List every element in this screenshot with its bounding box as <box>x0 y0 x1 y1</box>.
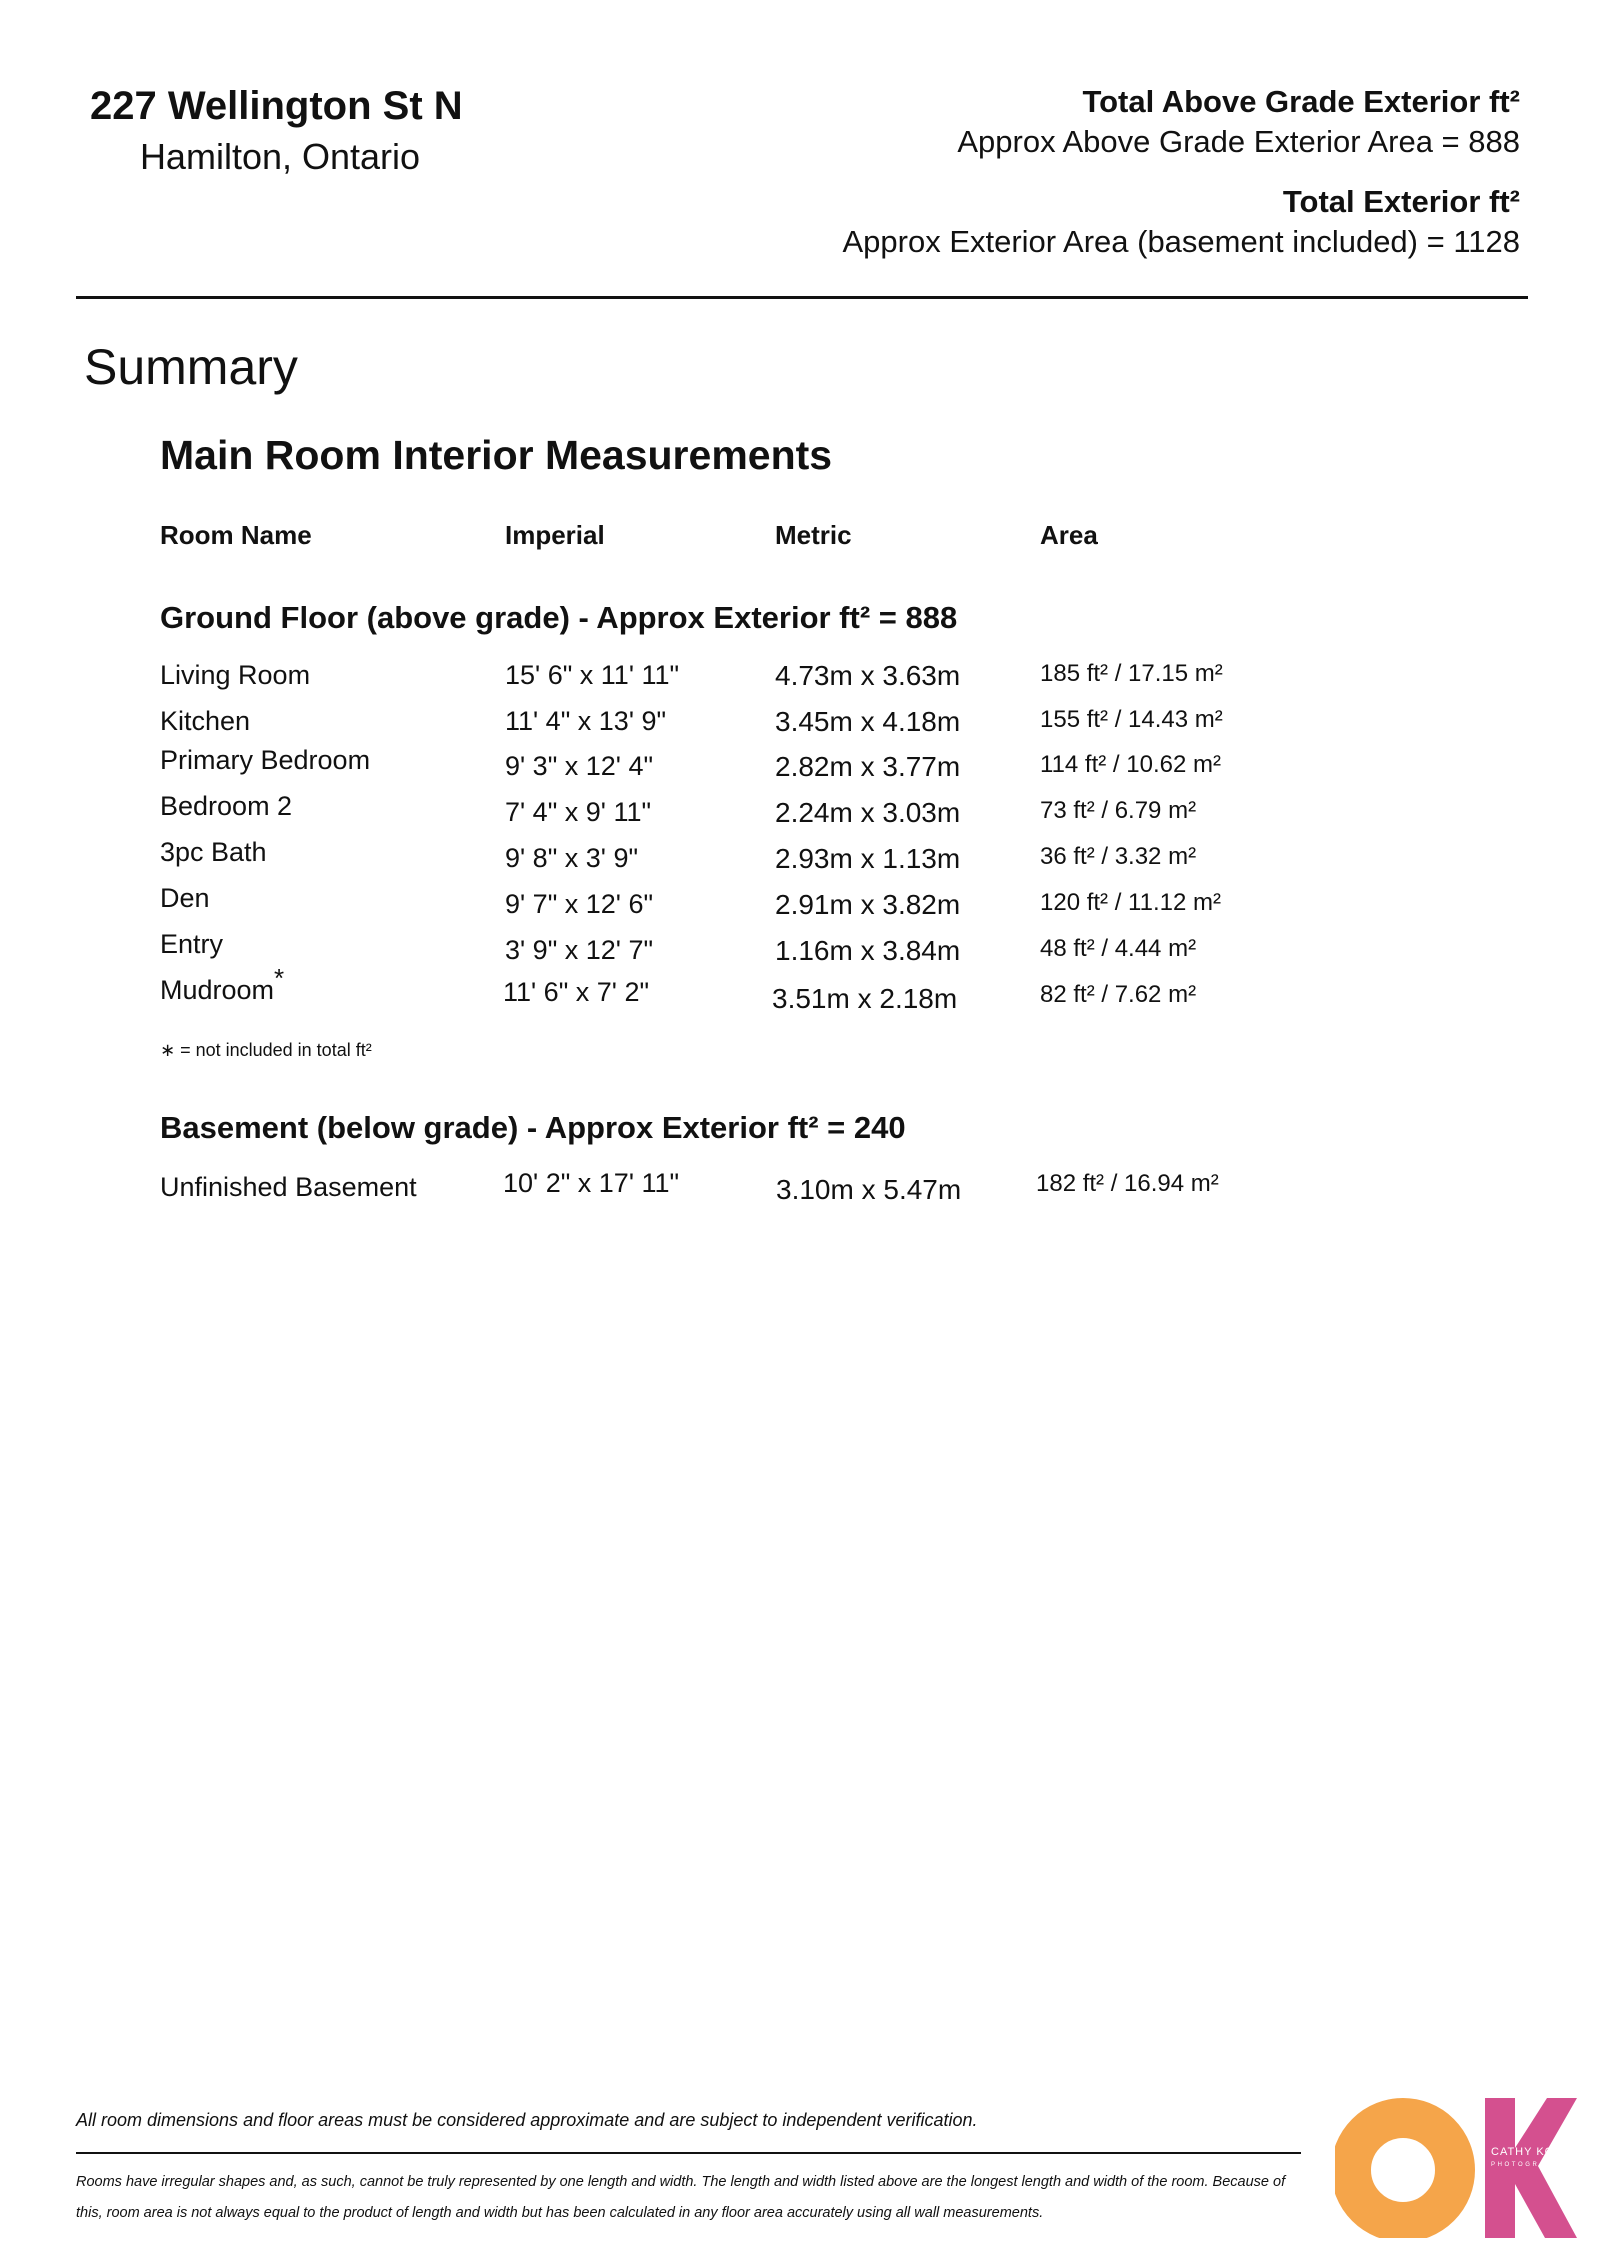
disclaimer: All room dimensions and floor areas must be considered approximate and are subject to independent verification. <box>76 2110 978 2130</box>
logo-name: CATHY KOOP <box>1491 2146 1573 2158</box>
room-imperial: 9' 7" x 12' 6" <box>505 889 654 919</box>
room-metric: 2.93m x 1.13m <box>775 843 961 874</box>
room-imperial: 3' 9" x 12' 7" <box>505 935 654 965</box>
room-area: 114 ft² / 10.62 m² <box>1040 751 1221 778</box>
room-imperial: 15' 6" x 11' 11" <box>505 660 680 690</box>
footer-divider <box>76 2152 1301 2154</box>
room-area: 182 ft² / 16.94 m² <box>1036 1170 1219 1197</box>
fine-print: Rooms have irregular shapes and, as such, cannot be truly represented by one length and width. The length and width listed above are the longest length and width of the room. Because of this, room area is not always equal to the product of length and width but has been calculated in any floor area accurately using all wall measurements. <box>76 2174 1286 2221</box>
table-row <box>0 660 1600 700</box>
room-name: Mudroom <box>160 975 275 1005</box>
logo-o-mark <box>1351 2118 1455 2222</box>
ground-floor-heading: Ground Floor (above grade) - Approx Exterior ft² = 888 <box>160 600 958 635</box>
room-area: 73 ft² / 6.79 m² <box>1040 797 1197 824</box>
exclusion-marker: * <box>274 963 285 993</box>
room-area: 36 ft² / 3.32 m² <box>1040 843 1197 870</box>
total-exterior-label: Total Exterior ft² <box>1282 184 1520 219</box>
table-row <box>0 745 1600 785</box>
total-exterior-value: Approx Exterior Area (basement included) = 1128 <box>842 224 1520 259</box>
room-metric: 2.82m x 3.77m <box>775 751 961 782</box>
room-name-with-marker <box>160 963 285 1006</box>
room-imperial: 11' 6" x 7' 2" <box>503 977 650 1007</box>
room-name: Entry <box>160 929 224 959</box>
logo-k-mark <box>1485 2098 1577 2238</box>
section-title: Main Room Interior Measurements <box>160 432 833 478</box>
exclusion-note: ∗ = not included in total ft² <box>160 1040 372 1060</box>
table-row <box>0 963 1600 1015</box>
room-metric: 4.73m x 3.63m <box>775 660 961 691</box>
room-area: 185 ft² / 17.15 m² <box>1040 660 1223 687</box>
column-header-area: Area <box>1040 520 1098 550</box>
table-row <box>0 883 1600 923</box>
room-metric: 3.10m x 5.47m <box>776 1174 962 1205</box>
room-metric: 1.16m x 3.84m <box>775 935 961 966</box>
column-header-imperial: Imperial <box>505 520 605 550</box>
table-row <box>0 791 1600 831</box>
room-area: 155 ft² / 14.43 m² <box>1040 706 1223 733</box>
room-name: Den <box>160 883 210 913</box>
table-row <box>0 706 1600 746</box>
room-area: 120 ft² / 11.12 m² <box>1040 889 1221 916</box>
table-row <box>0 1168 1600 1208</box>
room-imperial: 10' 2" x 17' 11" <box>503 1168 680 1198</box>
room-name: Bedroom 2 <box>160 791 293 821</box>
room-imperial: 11' 4" x 13' 9" <box>505 706 667 736</box>
room-metric: 3.45m x 4.18m <box>775 706 961 737</box>
property-street: 227 Wellington St N <box>90 84 463 128</box>
room-metric: 2.91m x 3.82m <box>775 889 961 920</box>
room-area: 82 ft² / 7.62 m² <box>1040 981 1197 1008</box>
room-name: Kitchen <box>160 706 251 736</box>
above-grade-label: Total Above Grade Exterior ft² <box>1082 84 1520 119</box>
room-imperial: 7' 4" x 9' 11" <box>505 797 652 827</box>
header-divider <box>76 296 1528 299</box>
room-name: Primary Bedroom <box>160 745 371 775</box>
property-city: Hamilton, Ontario <box>139 136 421 177</box>
above-grade-value: Approx Above Grade Exterior Area = 888 <box>957 124 1520 159</box>
column-header-room-name: Room Name <box>160 520 312 550</box>
column-header-metric: Metric <box>775 520 852 550</box>
room-imperial: 9' 3" x 12' 4" <box>505 751 654 781</box>
summary-title: Summary <box>84 339 298 395</box>
room-area: 48 ft² / 4.44 m² <box>1040 935 1197 962</box>
room-name: Living Room <box>160 660 311 690</box>
company-logo <box>1335 2098 1577 2238</box>
table-row <box>0 837 1600 877</box>
room-metric: 3.51m x 2.18m <box>772 983 958 1014</box>
logo-tagline: PHOTOGRAPHY <box>1491 2162 1567 2168</box>
room-name: Unfinished Basement <box>160 1172 417 1202</box>
basement-heading: Basement (below grade) - Approx Exterior ft² = 240 <box>160 1110 906 1145</box>
room-name: 3pc Bath <box>160 837 267 867</box>
room-metric: 2.24m x 3.03m <box>775 797 961 828</box>
room-imperial: 9' 8" x 3' 9" <box>505 843 639 873</box>
table-row <box>0 929 1600 969</box>
